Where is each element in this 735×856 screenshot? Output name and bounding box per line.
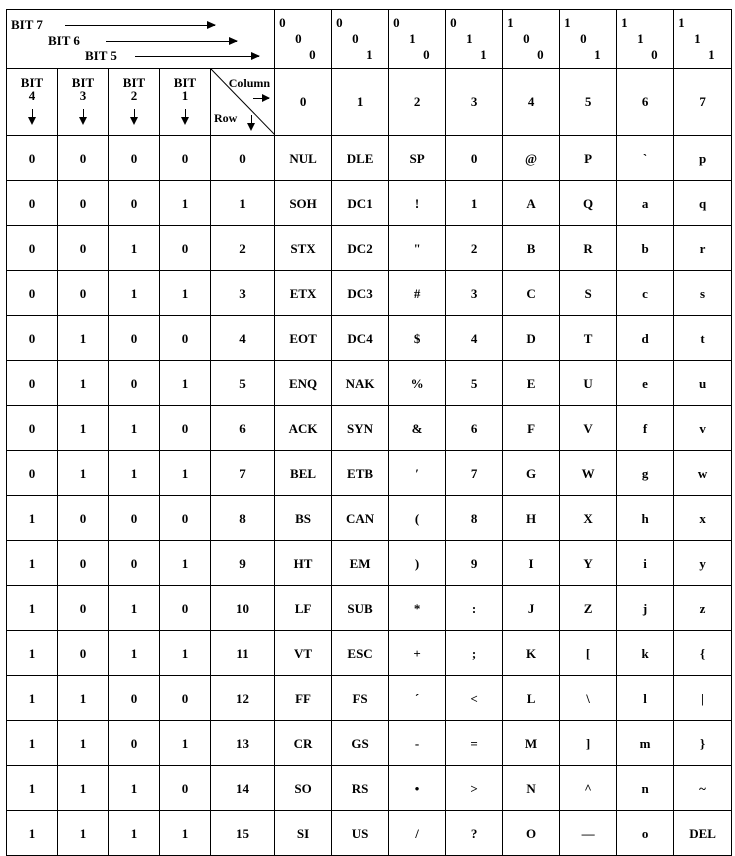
bit-value-cell: 1 xyxy=(160,721,211,766)
bit-value-cell: 0 xyxy=(160,676,211,721)
row-number-cell: 4 xyxy=(211,316,275,361)
char-cell: Y xyxy=(560,541,617,586)
bit-value-cell: 0 xyxy=(160,766,211,811)
table-row xyxy=(7,181,732,226)
char-cell: [ xyxy=(560,631,617,676)
char-cell: 9 xyxy=(446,541,503,586)
char-cell: r xyxy=(674,226,732,271)
column-bits-5: 1 0 1 xyxy=(560,10,617,69)
char-cell: h xyxy=(617,496,674,541)
char-cell: o xyxy=(617,811,674,856)
char-cell: j xyxy=(617,586,674,631)
table-row xyxy=(7,316,732,361)
bit-value-cell: 0 xyxy=(7,271,58,316)
char-cell: 8 xyxy=(446,496,503,541)
char-cell: 5 xyxy=(446,361,503,406)
char-cell: + xyxy=(389,631,446,676)
bit-value-cell: 1 xyxy=(7,721,58,766)
row-number-cell: 2 xyxy=(211,226,275,271)
bit-value-cell: 0 xyxy=(58,226,109,271)
row-number-cell: 5 xyxy=(211,361,275,406)
char-cell: EM xyxy=(332,541,389,586)
char-cell: z xyxy=(674,586,732,631)
char-cell: ) xyxy=(389,541,446,586)
bit-value-cell: 1 xyxy=(160,631,211,676)
down-arrow-icon xyxy=(134,109,135,123)
char-cell: 7 xyxy=(446,451,503,496)
char-cell: - xyxy=(389,721,446,766)
table-row xyxy=(7,541,732,586)
bit-value-cell: 1 xyxy=(109,586,160,631)
char-cell: 3 xyxy=(446,271,503,316)
bit-value-cell: 0 xyxy=(160,406,211,451)
char-cell: ` xyxy=(617,136,674,181)
char-cell: " xyxy=(389,226,446,271)
bit-value-cell: 0 xyxy=(58,271,109,316)
bit-6-arrow xyxy=(106,41,237,42)
column-number-1: 1 xyxy=(332,69,389,136)
bit-7-6-5-legend xyxy=(7,10,275,69)
bit-value-cell: 1 xyxy=(109,451,160,496)
char-cell: ′ xyxy=(389,451,446,496)
char-cell: F xyxy=(503,406,560,451)
row-number-cell: 11 xyxy=(211,631,275,676)
char-cell: NUL xyxy=(275,136,332,181)
char-cell: E xyxy=(503,361,560,406)
char-cell: I xyxy=(503,541,560,586)
down-arrow-icon xyxy=(251,115,252,129)
bit-value-cell: 1 xyxy=(58,406,109,451)
bit-value-cell: 1 xyxy=(58,361,109,406)
char-cell: g xyxy=(617,451,674,496)
char-cell: LF xyxy=(275,586,332,631)
down-arrow-icon xyxy=(32,109,33,123)
char-cell: i xyxy=(617,541,674,586)
char-cell: K xyxy=(503,631,560,676)
char-cell: M xyxy=(503,721,560,766)
char-cell: l xyxy=(617,676,674,721)
char-cell: f xyxy=(617,406,674,451)
char-cell: # xyxy=(389,271,446,316)
table-row xyxy=(7,811,732,856)
char-cell: X xyxy=(560,496,617,541)
bit-value-cell: 1 xyxy=(58,721,109,766)
bit-5-arrow xyxy=(135,56,259,57)
char-cell: w xyxy=(674,451,732,496)
char-cell: e xyxy=(617,361,674,406)
row-number-cell: 1 xyxy=(211,181,275,226)
bit-value-cell: 0 xyxy=(109,496,160,541)
char-cell: ESC xyxy=(332,631,389,676)
bit-value-cell: 0 xyxy=(58,181,109,226)
char-cell: m xyxy=(617,721,674,766)
bit-value-cell: 0 xyxy=(58,586,109,631)
row-bit-3-header: BIT 3 xyxy=(58,69,109,136)
char-cell: STX xyxy=(275,226,332,271)
header-row-bits-and-columns xyxy=(7,69,732,136)
char-cell: D xyxy=(503,316,560,361)
row-number-cell: 10 xyxy=(211,586,275,631)
column-number-0: 0 xyxy=(275,69,332,136)
column-bits-6: 1 1 0 xyxy=(617,10,674,69)
char-cell: O xyxy=(503,811,560,856)
bit-6-label: BIT 6 xyxy=(48,33,80,48)
right-arrow-icon xyxy=(253,98,269,99)
row-number-cell: 13 xyxy=(211,721,275,766)
row-number-cell: 8 xyxy=(211,496,275,541)
char-cell: CAN xyxy=(332,496,389,541)
column-number-3: 3 xyxy=(446,69,503,136)
char-cell: % xyxy=(389,361,446,406)
header-row-column-bits xyxy=(7,10,732,69)
char-cell: Z xyxy=(560,586,617,631)
table-row xyxy=(7,766,732,811)
char-cell: ? xyxy=(446,811,503,856)
table-row xyxy=(7,721,732,766)
column-bits-4: 1 0 0 xyxy=(503,10,560,69)
char-cell: N xyxy=(503,766,560,811)
table-row xyxy=(7,676,732,721)
row-label: Row xyxy=(214,110,238,125)
char-cell: / xyxy=(389,811,446,856)
bit-value-cell: 1 xyxy=(58,811,109,856)
column-label: Column xyxy=(228,76,271,90)
char-cell: US xyxy=(332,811,389,856)
bit-value-cell: 0 xyxy=(7,226,58,271)
column-number-2: 2 xyxy=(389,69,446,136)
bit-value-cell: 0 xyxy=(109,316,160,361)
column-bits-0: 0 0 0 xyxy=(275,10,332,69)
table-row xyxy=(7,586,732,631)
char-cell: NAK xyxy=(332,361,389,406)
column-number-4: 4 xyxy=(503,69,560,136)
char-cell: x xyxy=(674,496,732,541)
char-cell: SUB xyxy=(332,586,389,631)
row-number-cell: 7 xyxy=(211,451,275,496)
bit-value-cell: 0 xyxy=(160,136,211,181)
table-row xyxy=(7,226,732,271)
char-cell: U xyxy=(560,361,617,406)
bit-value-cell: 0 xyxy=(58,496,109,541)
down-arrow-icon xyxy=(185,109,186,123)
column-bits-1: 0 0 1 xyxy=(332,10,389,69)
char-cell: \ xyxy=(560,676,617,721)
char-cell: b xyxy=(617,226,674,271)
char-cell: t xyxy=(674,316,732,361)
column-number-7: 7 xyxy=(674,69,732,136)
char-cell: — xyxy=(560,811,617,856)
table-row xyxy=(7,271,732,316)
bit-value-cell: 1 xyxy=(109,811,160,856)
char-cell: ; xyxy=(446,631,503,676)
char-cell: } xyxy=(674,721,732,766)
column-bits-2: 0 1 0 xyxy=(389,10,446,69)
bit-value-cell: 1 xyxy=(7,496,58,541)
char-cell: > xyxy=(446,766,503,811)
row-number-cell: 12 xyxy=(211,676,275,721)
bit-value-cell: 0 xyxy=(7,451,58,496)
bit-value-cell: 1 xyxy=(58,451,109,496)
bit-value-cell: 0 xyxy=(58,136,109,181)
char-cell: L xyxy=(503,676,560,721)
char-cell: ACK xyxy=(275,406,332,451)
bit-value-cell: 0 xyxy=(109,541,160,586)
bit-value-cell: 1 xyxy=(58,766,109,811)
char-cell: 2 xyxy=(446,226,503,271)
bit-value-cell: 1 xyxy=(7,676,58,721)
bit-value-cell: 1 xyxy=(160,541,211,586)
char-cell: ETB xyxy=(332,451,389,496)
row-number-cell: 15 xyxy=(211,811,275,856)
bit-value-cell: 0 xyxy=(7,406,58,451)
row-bit-1-header: BIT 1 xyxy=(160,69,211,136)
char-cell: G xyxy=(503,451,560,496)
char-cell: SYN xyxy=(332,406,389,451)
bit-value-cell: 0 xyxy=(160,226,211,271)
bit-value-cell: 1 xyxy=(109,271,160,316)
char-cell: Q xyxy=(560,181,617,226)
char-cell: P xyxy=(560,136,617,181)
char-cell: RS xyxy=(332,766,389,811)
char-cell: @ xyxy=(503,136,560,181)
char-cell: ENQ xyxy=(275,361,332,406)
char-cell: HT xyxy=(275,541,332,586)
char-cell: GS xyxy=(332,721,389,766)
char-cell: ( xyxy=(389,496,446,541)
bit-value-cell: 0 xyxy=(109,721,160,766)
bit-value-cell: 0 xyxy=(7,136,58,181)
char-cell: = xyxy=(446,721,503,766)
bit-value-cell: 1 xyxy=(58,676,109,721)
table-row xyxy=(7,136,732,181)
char-cell: u xyxy=(674,361,732,406)
bit-value-cell: 1 xyxy=(7,586,58,631)
bit-value-cell: 0 xyxy=(109,676,160,721)
column-number-6: 6 xyxy=(617,69,674,136)
char-cell: CR xyxy=(275,721,332,766)
char-cell: SI xyxy=(275,811,332,856)
bit-value-cell: 0 xyxy=(7,316,58,361)
table-row xyxy=(7,631,732,676)
char-cell: BEL xyxy=(275,451,332,496)
char-cell: R xyxy=(560,226,617,271)
char-cell: k xyxy=(617,631,674,676)
bit-value-cell: 1 xyxy=(109,226,160,271)
bit-value-cell: 1 xyxy=(109,766,160,811)
char-cell: n xyxy=(617,766,674,811)
char-cell: { xyxy=(674,631,732,676)
bit-7-label: BIT 7 xyxy=(11,17,43,32)
char-cell: H xyxy=(503,496,560,541)
bit-5-label: BIT 5 xyxy=(85,48,117,63)
char-cell: ^ xyxy=(560,766,617,811)
char-cell: C xyxy=(503,271,560,316)
bit-value-cell: 1 xyxy=(58,316,109,361)
char-cell: DLE xyxy=(332,136,389,181)
char-cell: DEL xyxy=(674,811,732,856)
char-cell: W xyxy=(560,451,617,496)
table-row xyxy=(7,451,732,496)
bit-value-cell: 0 xyxy=(58,631,109,676)
column-number-5: 5 xyxy=(560,69,617,136)
row-bit-2-header: BIT 2 xyxy=(109,69,160,136)
bit-value-cell: 1 xyxy=(109,406,160,451)
bit-value-cell: 0 xyxy=(109,136,160,181)
char-cell: S xyxy=(560,271,617,316)
bit-value-cell: 0 xyxy=(109,361,160,406)
table-row xyxy=(7,361,732,406)
char-cell: $ xyxy=(389,316,446,361)
char-cell: B xyxy=(503,226,560,271)
bit-value-cell: 1 xyxy=(7,541,58,586)
bit-value-cell: 0 xyxy=(109,181,160,226)
char-cell: 6 xyxy=(446,406,503,451)
table-row xyxy=(7,406,732,451)
char-cell: DC4 xyxy=(332,316,389,361)
bit-value-cell: 0 xyxy=(7,361,58,406)
char-cell: & xyxy=(389,406,446,451)
char-cell: p xyxy=(674,136,732,181)
bit-value-cell: 1 xyxy=(160,811,211,856)
ascii-code-table xyxy=(6,9,732,856)
char-cell: ~ xyxy=(674,766,732,811)
char-cell: ETX xyxy=(275,271,332,316)
bit-value-cell: 1 xyxy=(160,361,211,406)
char-cell: DC2 xyxy=(332,226,389,271)
char-cell: J xyxy=(503,586,560,631)
char-cell: s xyxy=(674,271,732,316)
bit-value-cell: 1 xyxy=(160,181,211,226)
row-bit-4-header: BIT 4 xyxy=(7,69,58,136)
char-cell: SO xyxy=(275,766,332,811)
char-cell: EOT xyxy=(275,316,332,361)
row-number-cell: 6 xyxy=(211,406,275,451)
char-cell: DC1 xyxy=(332,181,389,226)
row-number-cell: 3 xyxy=(211,271,275,316)
bit-value-cell: 1 xyxy=(7,766,58,811)
char-cell: v xyxy=(674,406,732,451)
char-cell: : xyxy=(446,586,503,631)
char-cell: SOH xyxy=(275,181,332,226)
char-cell: SP xyxy=(389,136,446,181)
column-bits-7: 1 1 1 xyxy=(674,10,732,69)
bit-value-cell: 0 xyxy=(160,316,211,361)
char-cell: T xyxy=(560,316,617,361)
char-cell: BS xyxy=(275,496,332,541)
bit-value-cell: 1 xyxy=(7,631,58,676)
char-cell: 4 xyxy=(446,316,503,361)
bit-value-cell: 1 xyxy=(109,631,160,676)
char-cell: ´ xyxy=(389,676,446,721)
bit-7-arrow xyxy=(65,25,215,26)
down-arrow-icon xyxy=(83,109,84,123)
char-cell: | xyxy=(674,676,732,721)
row-number-cell: 0 xyxy=(211,136,275,181)
bit-value-cell: 0 xyxy=(58,541,109,586)
char-cell: 0 xyxy=(446,136,503,181)
char-cell: d xyxy=(617,316,674,361)
char-cell: y xyxy=(674,541,732,586)
char-cell: c xyxy=(617,271,674,316)
row-number-cell: 9 xyxy=(211,541,275,586)
char-cell: ! xyxy=(389,181,446,226)
bit-value-cell: 0 xyxy=(7,181,58,226)
char-cell: 1 xyxy=(446,181,503,226)
bit-value-cell: 1 xyxy=(160,271,211,316)
char-cell: A xyxy=(503,181,560,226)
row-number-cell: 14 xyxy=(211,766,275,811)
column-row-diagonal-header xyxy=(211,69,275,136)
char-cell: * xyxy=(389,586,446,631)
char-cell: VT xyxy=(275,631,332,676)
char-cell: ] xyxy=(560,721,617,766)
char-cell: q xyxy=(674,181,732,226)
char-cell: a xyxy=(617,181,674,226)
bit-value-cell: 1 xyxy=(7,811,58,856)
char-cell: DC3 xyxy=(332,271,389,316)
column-bits-3: 0 1 1 xyxy=(446,10,503,69)
bit-value-cell: 0 xyxy=(160,496,211,541)
char-cell: FF xyxy=(275,676,332,721)
char-cell: FS xyxy=(332,676,389,721)
table-row xyxy=(7,496,732,541)
char-cell: • xyxy=(389,766,446,811)
bit-value-cell: 0 xyxy=(160,586,211,631)
bit-value-cell: 1 xyxy=(160,451,211,496)
char-cell: < xyxy=(446,676,503,721)
char-cell: V xyxy=(560,406,617,451)
